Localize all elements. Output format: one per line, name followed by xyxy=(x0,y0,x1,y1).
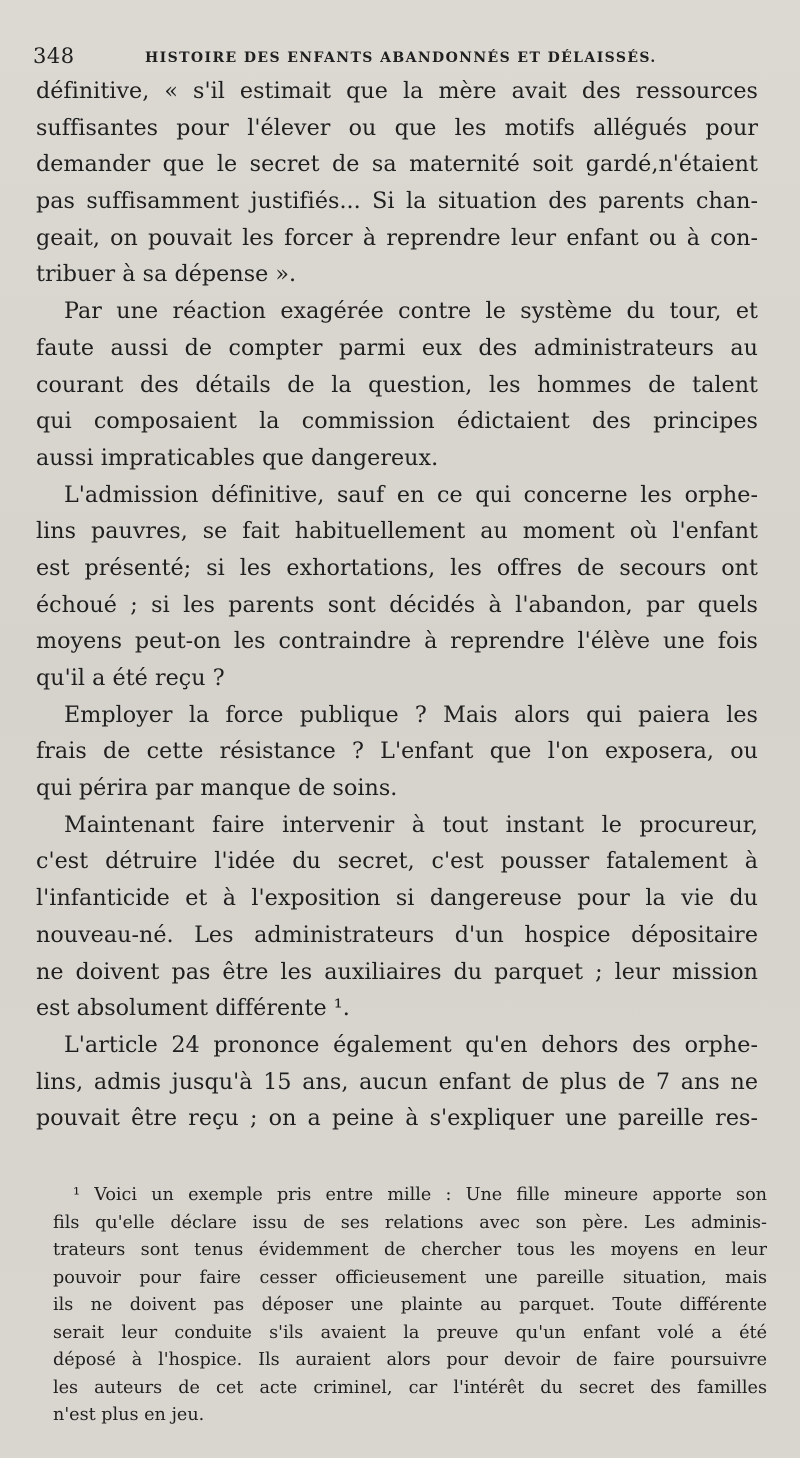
page-header xyxy=(33,40,763,72)
body-text xyxy=(36,73,758,1137)
footnote-line: serait leur conduite s'ils avaient la preuve qu'un enfant volé a été xyxy=(53,1322,767,1343)
footnote-line: déposé à l'hospice. Ils auraient alors pour devoir de faire poursuivre xyxy=(53,1350,767,1370)
body-line: frais de cette résistance ? L'enfant que l'on exposera, ou xyxy=(36,738,758,765)
body-line: définitive, « s'il estimait que la mère avait des ressources xyxy=(36,78,758,104)
footnote-line: pouvoir pour faire cesser officieusement une pareille situation, mais xyxy=(53,1267,767,1288)
body-line: ne doivent pas être les auxiliaires du parquet ; leur mission xyxy=(36,958,758,985)
page-number: 348 xyxy=(33,44,75,68)
footnote-line: ils ne doivent pas déposer une plainte au parquet. Toute différente xyxy=(53,1295,767,1315)
body-line: lins, admis jusqu'à 15 ans, aucun enfant de plus de 7 ans ne xyxy=(36,1068,758,1095)
body-line: moyens peut-on les contraindre à reprendre l'élève une fois xyxy=(36,628,758,655)
body-line: L'article 24 prononce également qu'en dehors des orphe- xyxy=(64,1031,758,1058)
body-line: est présenté; si les exhortations, les offres de secours ont xyxy=(36,554,758,581)
body-line: Par une réaction exagérée contre le système du tour, et xyxy=(64,298,758,325)
body-line: L'admission définitive, sauf en ce qui concerne les orphe- xyxy=(64,481,758,508)
footnote-line: les auteurs de cet acte criminel, car l'intérêt du secret des familles xyxy=(53,1377,767,1398)
body-line: aussi impraticables que dangereux. xyxy=(36,444,439,471)
body-line: qui périra par manque de soins. xyxy=(36,775,398,802)
body-line: geait, on pouvait les forcer à reprendre leur enfant ou à con- xyxy=(36,224,758,251)
body-line: courant des détails de la question, les hommes de talent xyxy=(36,371,758,398)
body-line: c'est détruire l'idée du secret, c'est pousser fatalement à xyxy=(36,848,758,875)
footnote xyxy=(53,1182,767,1430)
body-line: échoué ; si les parents sont décidés à l'abandon, par quels xyxy=(36,591,758,618)
body-line: Maintenant faire intervenir à tout instant le procureur, xyxy=(64,811,758,838)
running-title: HISTOIRE DES ENFANTS ABANDONNÉS ET DÉLAISSÉS. xyxy=(145,50,657,66)
body-line: qui composaient la commission édictaient des principes xyxy=(36,408,758,435)
body-line: suffisantes pour l'élever ou que les motifs allégués pour xyxy=(36,114,758,141)
body-line: nouveau-né. Les administrateurs d'un hospice dépositaire xyxy=(36,921,758,948)
body-line: Employer la force publique ? Mais alors qui paiera les xyxy=(64,701,758,728)
footnote-line: ¹ Voici un exemple pris entre mille : Une fille mineure apporte son xyxy=(73,1185,767,1205)
footnote-line: n'est plus en jeu. xyxy=(53,1405,205,1425)
body-line: pas suffisamment justifiés... Si la situation des parents chan- xyxy=(36,188,758,215)
body-line: l'infanticide et à l'exposition si dangereuse pour la vie du xyxy=(36,885,758,912)
footnote-line: fils qu'elle déclare issu de ses relations avec son père. Les adminis- xyxy=(53,1212,767,1233)
footnote-line: trateurs sont tenus évidemment de chercher tous les moyens en leur xyxy=(53,1240,767,1260)
body-line: qu'il a été reçu ? xyxy=(36,665,225,691)
body-line: faute aussi de compter parmi eux des administrateurs au xyxy=(36,334,758,361)
body-line: pouvait être reçu ; on a peine à s'expliquer une pareille res- xyxy=(36,1105,758,1132)
body-line: tribuer à sa dépense ». xyxy=(36,261,297,288)
body-line: est absolument différente ¹. xyxy=(36,995,350,1022)
body-line: lins pauvres, se fait habituellement au moment où l'enfant xyxy=(36,518,758,545)
body-line: demander que le secret de sa maternité soit gardé,n'étaient xyxy=(36,151,758,178)
